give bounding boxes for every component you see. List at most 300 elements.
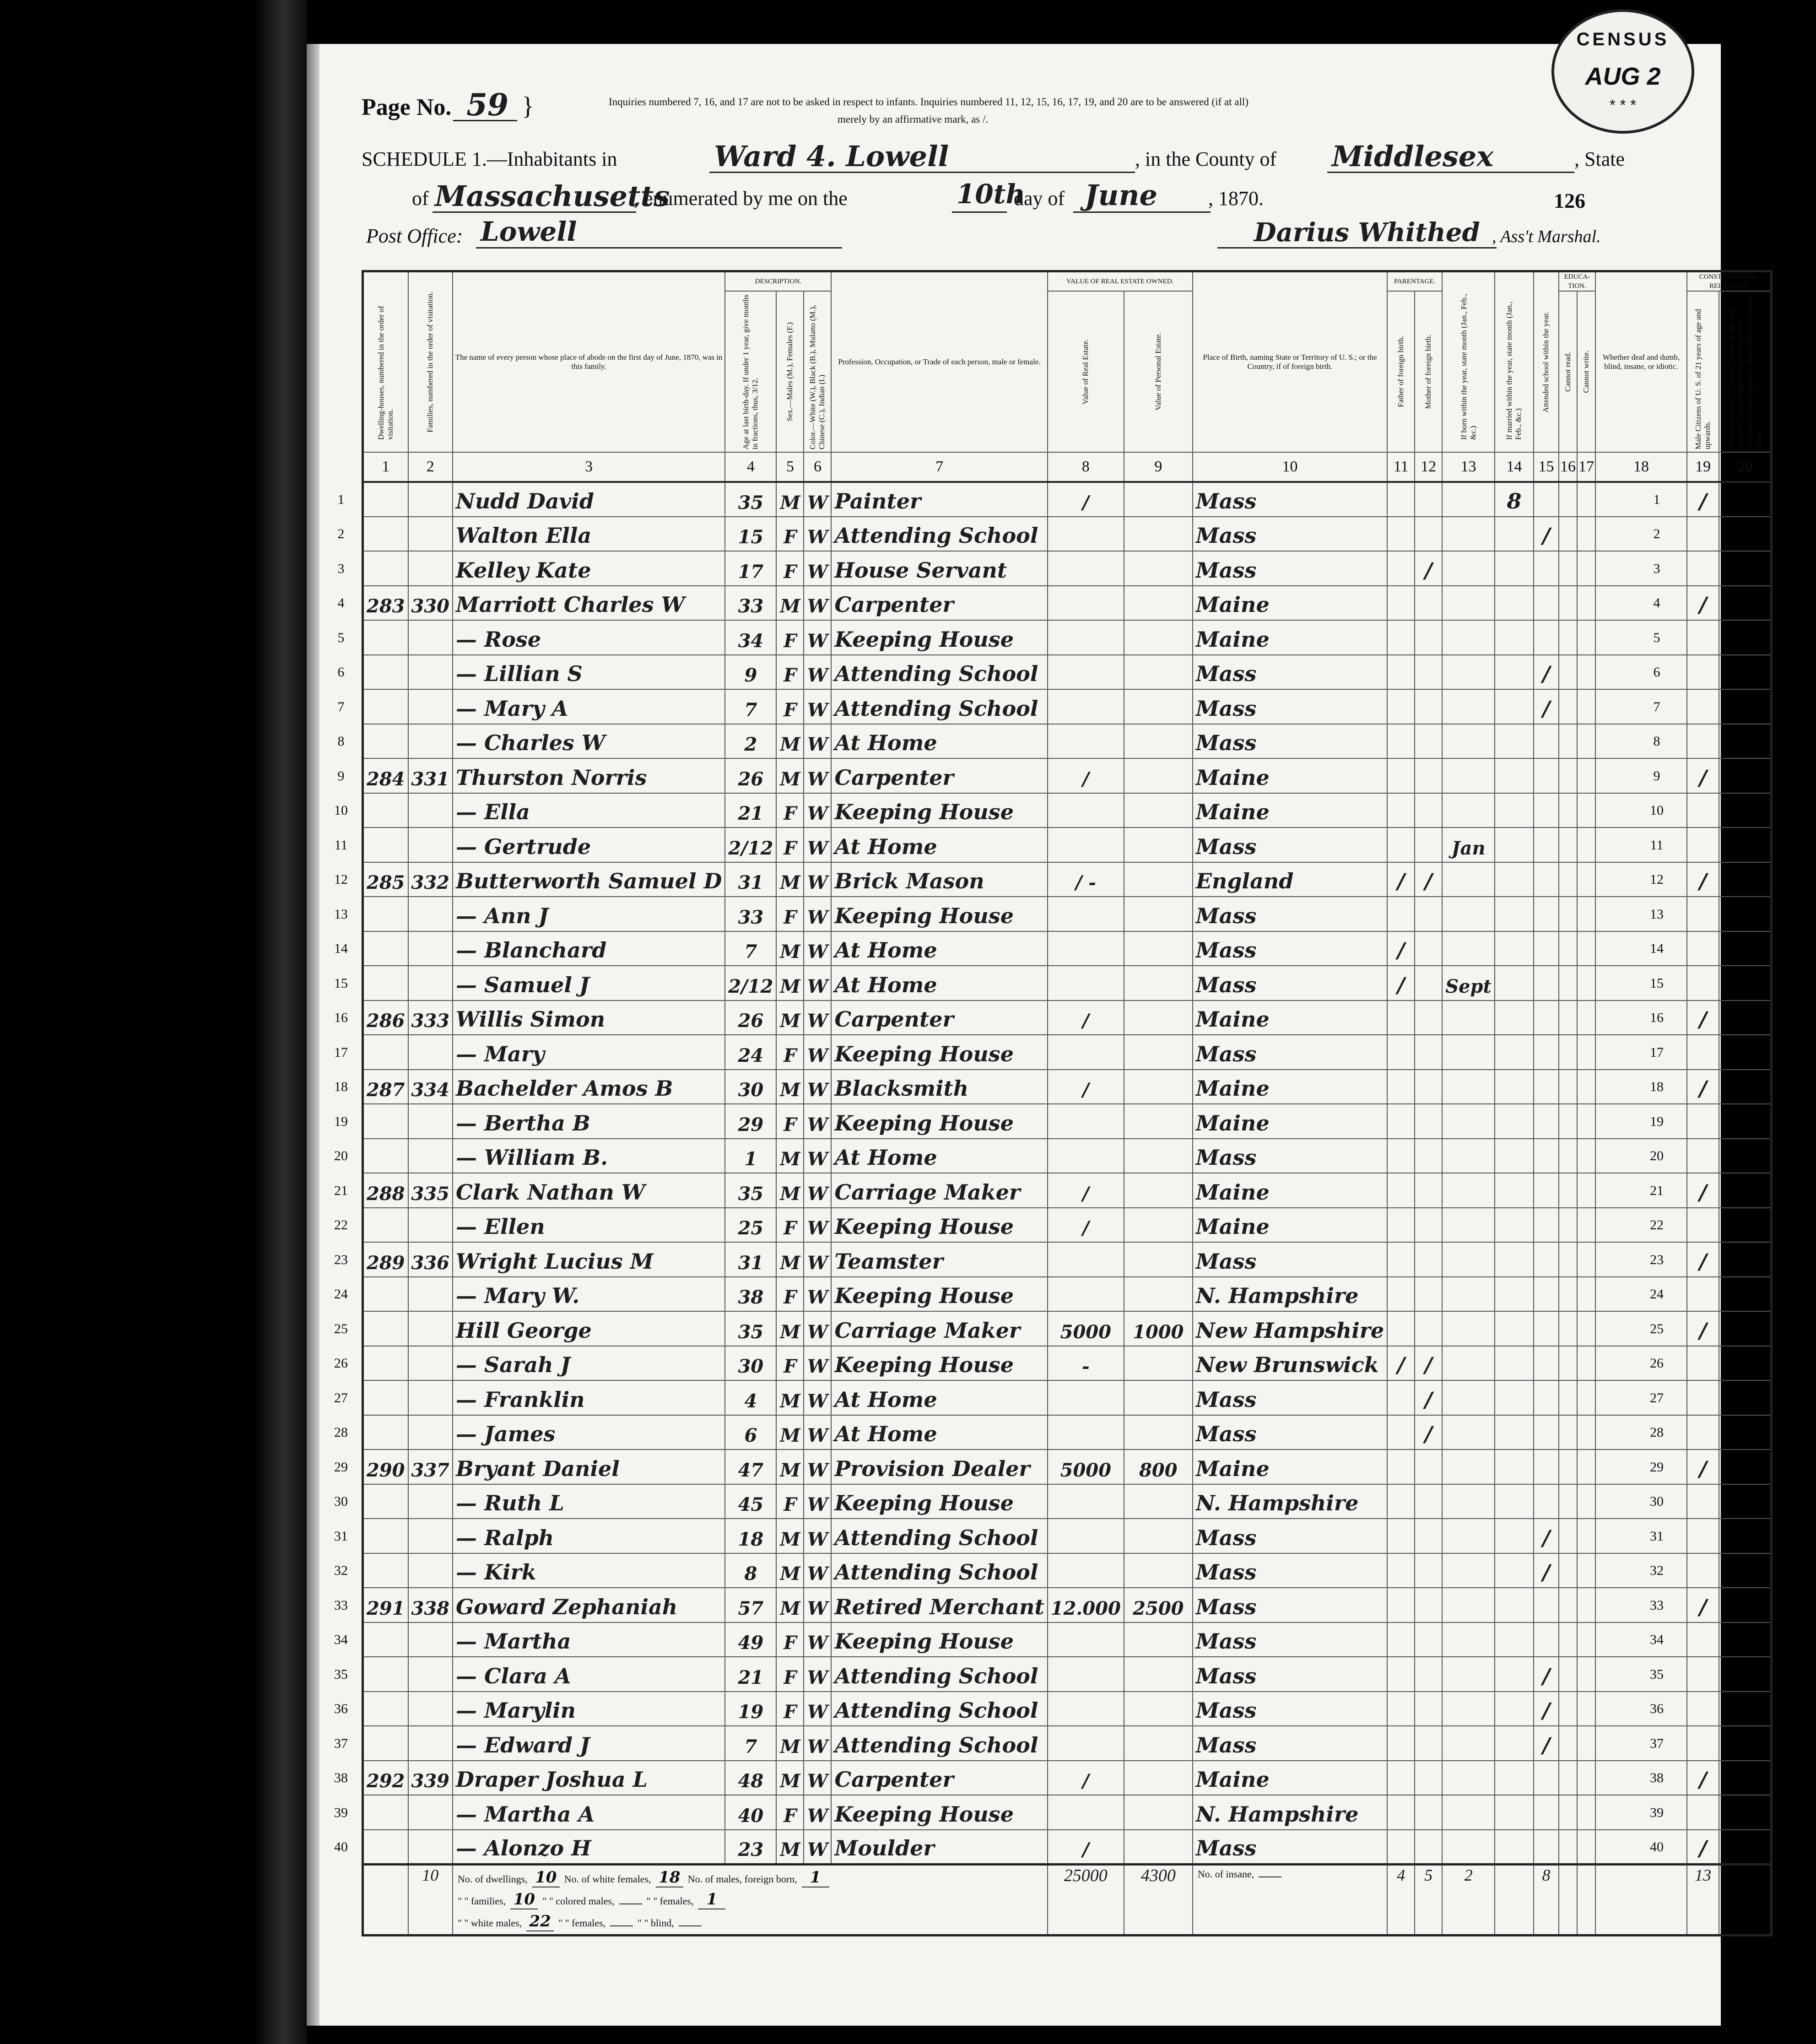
cannot-read-cell [1559,1622,1577,1657]
cannot-write-cell [1577,1311,1595,1346]
born-year-cell [1442,1657,1495,1692]
family-cell [408,1277,453,1312]
foreign-males-label: No. of males, foreign born, [687,1873,797,1885]
row-number: 5 [337,630,345,645]
color-cell: W [804,1657,831,1692]
color-cell: W [804,793,831,828]
sex-cell: M [776,586,804,621]
birthplace-cell: Mass [1193,1553,1387,1588]
father-foreign-cell [1387,1657,1415,1692]
citizen-cell [1687,1208,1719,1243]
row-number: 16 [334,1010,348,1025]
disability-cell [1595,1484,1687,1519]
mother-foreign-cell [1415,931,1442,966]
sex-cell: F [776,689,804,724]
table-row [363,1139,1772,1173]
cannot-read-cell [1559,966,1577,1000]
vote-denied-cell [1719,1139,1772,1173]
sex-cell: F [776,827,804,862]
dwelling-cell [363,551,408,586]
occupation-cell: Keeping House [831,1484,1047,1519]
row-number: 4 [337,595,345,611]
sex-cell: M [776,931,804,966]
real-estate-cell [1048,1692,1124,1726]
age-cell: 18 [725,1519,776,1553]
married-year-cell [1495,1070,1534,1104]
disability-cell [1595,1173,1687,1208]
real-estate-cell [1048,1657,1124,1692]
birthplace-cell: Mass [1193,1380,1387,1415]
cannot-write-cell [1577,1519,1595,1553]
school-cell [1534,1761,1559,1795]
name-cell: — Ruth L [453,1484,725,1519]
citizen-cell [1687,551,1719,586]
row-number: 24 [1650,1287,1664,1302]
citizen-cell: / [1687,482,1719,517]
born-year-cell [1442,1588,1495,1622]
vote-denied-cell [1719,586,1772,621]
sex-cell: F [776,620,804,655]
cannot-write-cell [1577,1588,1595,1622]
row-number: 12 [334,872,348,887]
citizen-cell: / [1687,586,1719,621]
foreign-females-value: 1 [698,1890,725,1909]
col-header-born-year: If born within the year, state month (Jan., Feb., &c.) [1442,271,1495,453]
row-number: 11 [1650,837,1664,853]
disability-cell [1595,1208,1687,1243]
citizen-cell [1687,655,1719,690]
age-cell: 31 [725,862,776,897]
row-number: 28 [334,1425,348,1440]
vote-denied-cell [1719,1519,1772,1553]
family-cell [408,966,453,1000]
occupation-cell: Moulder [831,1830,1047,1865]
column-number: 16 [1559,452,1577,482]
page-number: 59 [466,87,508,123]
age-cell: 33 [725,586,776,621]
disability-cell [1595,1139,1687,1173]
disability-cell [1595,1622,1687,1657]
row-number: 22 [1650,1217,1664,1233]
sex-cell: M [776,1242,804,1277]
row-number: 6 [1653,665,1660,680]
table-row [363,1000,1772,1035]
occupation-cell: Attending School [831,1553,1047,1588]
birthplace-cell: New Hampshire [1193,1311,1387,1346]
personal-estate-cell [1124,1415,1193,1450]
cannot-write-cell [1577,758,1595,793]
father-foreign-cell [1387,586,1415,621]
age-cell: 2/12 [725,827,776,862]
row-number: 22 [334,1217,348,1233]
birthplace-cell: Maine [1193,620,1387,655]
father-foreign-cell: / [1387,1346,1415,1381]
vote-denied-cell [1719,1000,1772,1035]
summary-blank-14 [1495,1864,1534,1935]
table-row [363,793,1772,828]
vote-denied-cell [1719,1484,1772,1519]
married-year-cell [1495,1795,1534,1830]
school-cell [1534,966,1559,1000]
birthplace-cell: Mass [1193,689,1387,724]
sex-cell: M [776,1519,804,1553]
foreign-males-value: 1 [802,1868,829,1887]
col-header-cannot-write: Cannot write. [1577,291,1595,452]
column-number: 4 [725,452,776,482]
vote-denied-cell [1719,827,1772,862]
personal-estate-cell [1124,1692,1193,1726]
color-cell: W [804,1415,831,1450]
school-cell [1534,1346,1559,1381]
father-foreign-cell: / [1387,931,1415,966]
column-number: 5 [776,452,804,482]
sex-cell: F [776,1795,804,1830]
cannot-read-cell [1559,1173,1577,1208]
family-cell [408,1519,453,1553]
row-number: 27 [1650,1390,1664,1406]
row-number: 9 [1653,768,1660,784]
row-number: 36 [334,1701,348,1716]
personal-estate-cell [1124,1000,1193,1035]
sex-cell: M [776,862,804,897]
dwelling-cell [363,1104,408,1139]
birthplace-cell: N. Hampshire [1193,1484,1387,1519]
dwelling-cell [363,1380,408,1415]
married-year-cell [1495,1415,1534,1450]
name-cell: — Ann J [453,897,725,931]
county-label: , in the County of [1135,148,1277,170]
married-year-cell [1495,1104,1534,1139]
birthplace-cell: Maine [1193,758,1387,793]
mother-foreign-cell [1415,1484,1442,1519]
family-cell [408,1726,453,1761]
name-cell: Thurston Norris [453,758,725,793]
marshal-label: , Ass't Marshal. [1492,227,1601,246]
personal-estate-cell [1124,1795,1193,1830]
married-year-cell [1495,1242,1534,1277]
age-cell: 47 [725,1449,776,1484]
row-number: 8 [1653,734,1660,749]
county-line [1327,172,1574,173]
cannot-read-cell [1559,655,1577,690]
mother-foreign-cell [1415,1761,1442,1795]
age-cell: 31 [725,1242,776,1277]
mother-foreign-cell [1415,1242,1442,1277]
table-row [363,551,1772,586]
row-number: 20 [334,1148,348,1163]
mother-foreign-cell [1415,1726,1442,1761]
disability-cell [1595,1104,1687,1139]
father-foreign-cell [1387,1242,1415,1277]
school-cell [1534,482,1559,517]
color-cell: W [804,1139,831,1173]
family-cell [408,1035,453,1070]
cannot-read-cell [1559,1449,1577,1484]
column-number: 10 [1193,452,1387,482]
county-value: Middlesex [1332,140,1494,173]
table-row [363,1830,1772,1865]
born-year-cell [1442,1277,1495,1312]
married-year-cell [1495,1830,1534,1865]
citizen-cell: / [1687,1242,1719,1277]
occupation-cell: Carpenter [831,1761,1047,1795]
father-foreign-cell [1387,1553,1415,1588]
cannot-read-cell [1559,1000,1577,1035]
born-year-cell [1442,1104,1495,1139]
school-cell: / [1534,1692,1559,1726]
married-year-cell [1495,1139,1534,1173]
real-estate-cell: / [1048,1173,1124,1208]
real-estate-cell: 12.000 [1048,1588,1124,1622]
summary-personal-estate-total: 4300 [1124,1864,1193,1935]
cannot-read-cell [1559,1726,1577,1761]
citizen-cell [1687,1657,1719,1692]
cannot-write-cell [1577,1484,1595,1519]
citizen-cell [1687,931,1719,966]
real-estate-cell [1048,827,1124,862]
summary-families-total: 10 [408,1864,453,1935]
born-year-cell [1442,1830,1495,1865]
month-value: June [1085,178,1157,212]
disability-cell [1595,1346,1687,1381]
row-number: 35 [1650,1666,1664,1682]
personal-estate-cell: 1000 [1124,1311,1193,1346]
occupation-cell: Carriage Maker [831,1311,1047,1346]
born-year-cell [1442,793,1495,828]
row-number: 13 [1650,906,1664,922]
married-year-cell [1495,655,1534,690]
born-year-cell [1442,1173,1495,1208]
born-year-cell [1442,862,1495,897]
occupation-cell: Carpenter [831,758,1047,793]
married-year-cell [1495,897,1534,931]
occupation-cell: Keeping House [831,1208,1047,1243]
birthplace-cell: N. Hampshire [1193,1795,1387,1830]
dwelling-cell [363,1692,408,1726]
citizen-cell [1687,724,1719,759]
birthplace-cell: Mass [1193,931,1387,966]
school-cell [1534,931,1559,966]
birthplace-cell: Mass [1193,1726,1387,1761]
school-cell [1534,1622,1559,1657]
name-cell: — Gertrude [453,827,725,862]
cannot-write-cell [1577,551,1595,586]
row-number: 29 [1650,1459,1664,1475]
birthplace-cell: Mass [1193,482,1387,517]
occupation-cell: Attending School [831,517,1047,552]
married-year-cell [1495,1311,1534,1346]
vote-denied-cell [1719,1588,1772,1622]
table-row [363,620,1772,655]
row-number: 29 [334,1459,348,1475]
dwelling-cell [363,1622,408,1657]
occupation-cell: Carpenter [831,1000,1047,1035]
dwelling-cell [363,1346,408,1381]
name-cell: — Rose [453,620,725,655]
row-number: 8 [337,734,345,749]
row-number: 19 [1650,1114,1664,1129]
father-foreign-cell [1387,1173,1415,1208]
row-number: 14 [334,941,348,956]
dwelling-cell [363,1311,408,1346]
cannot-read-cell [1559,586,1577,621]
sex-cell: M [776,482,804,517]
vote-denied-cell [1719,1692,1772,1726]
birthplace-cell: N. Hampshire [1193,1277,1387,1312]
born-year-cell [1442,897,1495,931]
citizen-cell: / [1687,758,1719,793]
dwelling-cell [363,482,408,517]
row-number: 31 [1650,1528,1664,1544]
married-year-cell [1495,1035,1534,1070]
table-row [363,1380,1772,1415]
family-cell [408,1484,453,1519]
disability-cell [1595,862,1687,897]
family-cell [408,1657,453,1692]
real-estate-cell [1048,655,1124,690]
cannot-write-cell [1577,1449,1595,1484]
real-estate-cell [1048,517,1124,552]
col-header-family: Families, numbered in the order of visitation. [408,271,453,453]
row-number: 10 [1650,803,1664,818]
occupation-cell: Brick Mason [831,862,1047,897]
birthplace-cell: Mass [1193,1622,1387,1657]
family-cell [408,1139,453,1173]
families-value: 10 [510,1890,538,1909]
row-number: 18 [1650,1079,1664,1094]
family-cell: 332 [408,862,453,897]
cannot-write-cell [1577,1035,1595,1070]
column-number: 20 [1719,452,1772,482]
citizen-cell [1687,1139,1719,1173]
born-year-cell [1442,1346,1495,1381]
cannot-read-cell [1559,551,1577,586]
name-cell: Butterworth Samuel D [453,862,725,897]
citizen-cell: / [1687,1761,1719,1795]
cannot-write-cell [1577,1000,1595,1035]
color-cell: W [804,1104,831,1139]
family-cell [408,1622,453,1657]
col-header-mother-foreign: Mother of foreign birth. [1415,291,1442,452]
school-cell [1534,862,1559,897]
dwelling-cell [363,1415,408,1450]
sex-cell: M [776,1311,804,1346]
birthplace-cell: Maine [1193,793,1387,828]
dwelling-cell: 291 [363,1588,408,1622]
birthplace-cell: Maine [1193,1070,1387,1104]
disability-cell [1595,482,1687,517]
color-cell: W [804,689,831,724]
cannot-read-cell [1559,1761,1577,1795]
real-estate-cell [1048,1519,1124,1553]
name-cell: Walton Ella [453,517,725,552]
row-number: 20 [1650,1148,1664,1163]
color-cell: W [804,586,831,621]
school-cell: / [1534,1519,1559,1553]
mother-foreign-cell [1415,1104,1442,1139]
column-number: 3 [453,452,725,482]
table-row [363,1553,1772,1588]
column-number: 17 [1577,452,1595,482]
mother-foreign-cell [1415,966,1442,1000]
cannot-write-cell [1577,827,1595,862]
disability-cell [1595,1519,1687,1553]
cannot-write-cell [1577,1726,1595,1761]
disability-cell [1595,1380,1687,1415]
mother-foreign-cell [1415,482,1442,517]
table-row [363,655,1772,690]
cannot-read-cell [1559,1070,1577,1104]
citizen-cell: / [1687,1449,1719,1484]
sex-cell: M [776,724,804,759]
name-cell: — Kirk [453,1553,725,1588]
birthplace-cell: Mass [1193,966,1387,1000]
family-cell: 336 [408,1242,453,1277]
disability-cell [1595,1657,1687,1692]
insane-label: No. of insane, [1197,1868,1254,1880]
father-foreign-cell [1387,1415,1415,1450]
personal-estate-cell [1124,655,1193,690]
cannot-write-cell [1577,1242,1595,1277]
color-cell: W [804,1622,831,1657]
dwelling-cell [363,1277,408,1312]
row-number: 4 [1653,595,1660,611]
group-value: VALUE OF REAL ESTATE OWNED. [1048,271,1193,292]
married-year-cell [1495,517,1534,552]
married-year-cell [1495,586,1534,621]
dwelling-cell [363,1139,408,1173]
father-foreign-cell [1387,1380,1415,1415]
dwelling-cell: 283 [363,586,408,621]
age-cell: 30 [725,1070,776,1104]
row-number: 19 [334,1114,348,1129]
name-cell: — Edward J [453,1726,725,1761]
family-cell [408,517,453,552]
occupation-cell: Keeping House [831,1795,1047,1830]
real-estate-cell [1048,620,1124,655]
cannot-write-cell [1577,1692,1595,1726]
school-cell [1534,1000,1559,1035]
father-foreign-cell [1387,1692,1415,1726]
vote-denied-cell [1719,1277,1772,1312]
sex-cell: F [776,655,804,690]
age-cell: 45 [725,1484,776,1519]
month-line [1073,211,1211,213]
born-year-cell [1442,1484,1495,1519]
family-cell [408,1415,453,1450]
mother-foreign-cell [1415,1553,1442,1588]
personal-estate-cell [1124,862,1193,897]
table-row [363,724,1772,759]
vote-denied-cell [1719,655,1772,690]
table-row [363,1173,1772,1208]
name-cell: — Lillian S [453,655,725,690]
occupation-cell: Carriage Maker [831,1173,1047,1208]
post-office-line [476,247,842,249]
real-estate-cell [1048,1104,1124,1139]
col-header-real-estate: Value of Real Estate. [1048,291,1124,452]
vote-denied-cell [1719,793,1772,828]
vote-denied-cell [1719,1415,1772,1450]
white-females-label: No. of white females, [564,1873,651,1885]
page-margin-fold [307,44,319,2026]
disability-cell [1595,517,1687,552]
personal-estate-cell [1124,482,1193,517]
notice-text-2: merely by an affirmative mark, as /. [838,114,989,125]
dwelling-cell [363,1208,408,1243]
table-row [363,1622,1772,1657]
color-cell: W [804,482,831,517]
